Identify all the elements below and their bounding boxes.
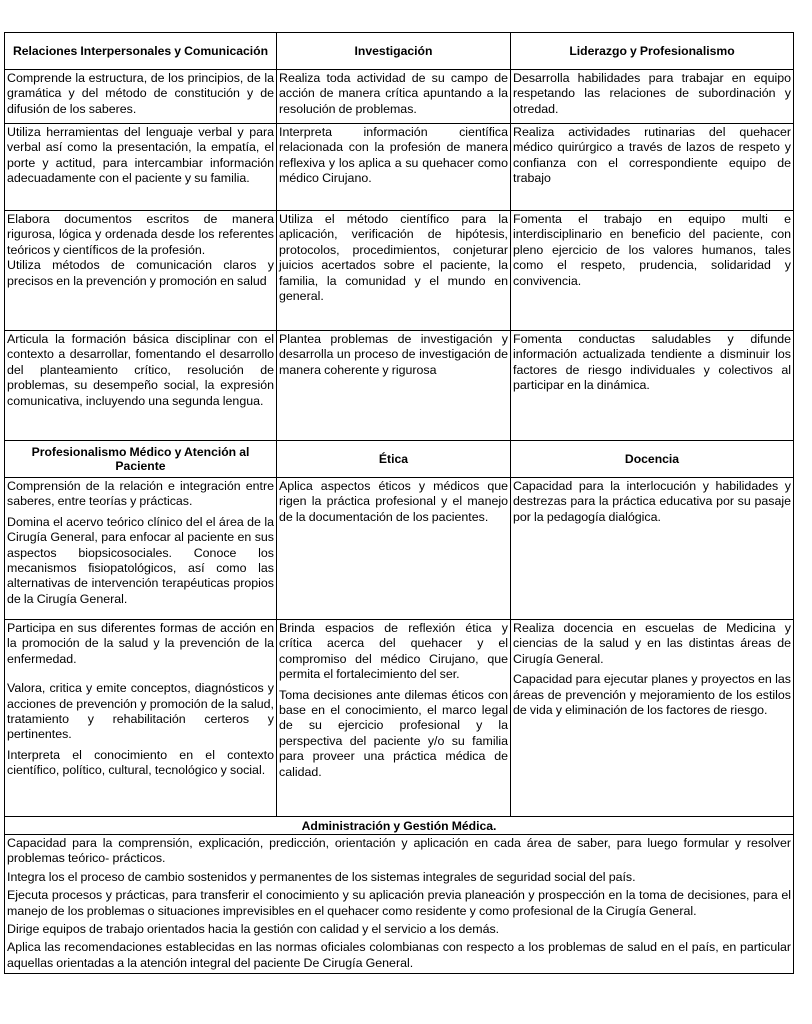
column-header-docencia: Docencia	[511, 441, 794, 478]
table-cell	[5, 331, 277, 441]
cell-text: Elabora documentos escritos de manera rigurosa, lógica y ordenada desde los referentes teóricos y científicos de la profesión.	[7, 212, 274, 257]
table-row	[5, 331, 794, 441]
table-row	[5, 620, 794, 817]
cell-text: Capacidad para ejecutar planes y proyectos en las áreas de prevención y mejoramiento de los estilos de vida y eliminación de los factores de riesgo.	[513, 672, 791, 718]
table-row	[5, 478, 794, 620]
table-row	[5, 70, 794, 124]
section-header-row	[5, 817, 794, 835]
cell-text: Interpreta información científica relacionada con la profesión de manera reflexiva y los aplica a su quehacer como médico Cirujano.	[279, 125, 508, 186]
table-cell	[511, 620, 794, 817]
table-cell	[511, 211, 794, 331]
table-cell	[511, 478, 794, 620]
table-cell	[277, 70, 511, 124]
admin-item: Aplica las recomendaciones establecidas en las normas oficiales colombianas con respecto a los problemas de salud en el país, en particular aquellas orientadas a la atención integral del paciente De Cirugía General.	[7, 940, 791, 970]
table-row	[5, 211, 794, 331]
cell-text: Fomenta el trabajo en equipo multi e interdisciplinario en beneficio del paciente, con pleno ejercicio de los valores humanos, tales como el respeto, prudencia, solidaridad y convivencia.	[513, 212, 791, 288]
admin-item: Integra los el proceso de cambio sostenidos y permanentes de los sistemas integrales de seguridad social del país.	[7, 869, 636, 884]
cell-text: Plantea problemas de investigación y desarrolla un proceso de investigación de manera coherente y rigurosa	[279, 332, 508, 377]
cell-text: Interpreta el conocimiento en el contexto científico, político, cultural, tecnológico y social.	[7, 747, 274, 778]
section-header-row	[5, 33, 794, 70]
cell-text: Utiliza herramientas del lenguaje verbal y para verbal así como la presentación, la empatía, el porte y actitud, para intercambiar información adecuadamente con el paciente y su familia.	[7, 125, 274, 186]
cell-text: Fomenta conductas saludables y difunde información actualizada tendiente a disminuir los factores de riesgo individuales y colectivos al participar en la dinámica.	[513, 332, 791, 393]
cell-text: Toma decisiones ante dilemas éticos con base en el conocimiento, el marco legal de su ejercicio profesional y la perspectiva del paciente y/o su familia para proveer una práctica médica de calidad.	[279, 687, 508, 779]
section-header-row	[5, 441, 794, 478]
table-cell	[5, 211, 277, 331]
cell-text: Comprensión de la relación e integración entre saberes, entre teorías y prácticas.	[7, 479, 274, 509]
admin-cell	[5, 835, 794, 974]
table-cell	[277, 620, 511, 817]
cell-text: Domina el acervo teórico clínico del el área de la Cirugía General, para enfocar al paciente en sus aspectos biopsicosociales. Conoce los mecanismos fisiopatológicos, así como las alternativas de intervención terapéuticas propios de la Cirugía General.	[7, 514, 274, 606]
column-header-relaciones: Relaciones Interpersonales y Comunicación	[5, 33, 277, 70]
admin-item: Ejecuta procesos y prácticas, para transferir el conocimiento y su aplicación previa planeación y prospección en la toma de decisiones, para el manejo de los problemas o situaciones imprevisibles en el quehacer como residente y como profesional de la Cirugía General.	[7, 888, 791, 918]
table-cell	[277, 211, 511, 331]
cell-text: Capacidad para la interlocución y habilidades y destrezas para la práctica educativa por su pasaje por la pedagogía dialógica.	[513, 479, 791, 524]
table-row	[5, 124, 794, 211]
cell-text: Realiza actividades rutinarias del quehacer médico quirúrgico a través de lazos de respeto y confianza con el correspondiente equipo de trabajo	[513, 125, 791, 186]
table-cell	[5, 478, 277, 620]
cell-text: Realiza toda actividad de su campo de acción de manera crítica apuntando a la resolución de problemas.	[279, 71, 508, 116]
cell-text: Desarrolla habilidades para trabajar en equipo respetando las relaciones de subordinación y otredad.	[513, 71, 791, 116]
cell-text: Realiza docencia en escuelas de Medicina y ciencias de la salud y en las distintas áreas de Cirugía General.	[513, 621, 791, 666]
cell-text: Participa en sus diferentes formas de acción en la promoción de la salud y la prevención de la enfermedad.	[7, 621, 274, 666]
admin-item: Capacidad para la comprensión, explicación, predicción, orientación y aplicación en cada área de saber, para luego formular y resolver problemas teórico- prácticos.	[7, 836, 791, 866]
admin-item: Dirige equipos de trabajo orientados hacia la gestión con calidad y el servicio a los demás.	[7, 922, 500, 937]
cell-text: Comprende la estructura, de los principios, de la gramática y del método de constitución y de difusión de los saberes.	[7, 71, 274, 116]
table-row	[5, 835, 794, 974]
table-cell	[511, 70, 794, 124]
cell-text: Utiliza el método científico para la aplicación, verificación de hipótesis, protocolos, procedimientos, conjeturar juicios acertados sobre el paciente, la familia, la comunidad y el mundo en general.	[279, 212, 508, 304]
cell-text: Valora, critica y emite conceptos, diagnósticos y acciones de prevención y promoción de la salud, tratamiento y rehabilitación certeros y pertinentes.	[7, 681, 274, 742]
table-cell	[5, 124, 277, 211]
table-cell	[277, 331, 511, 441]
cell-text: Articula la formación básica disciplinar con el contexto a desarrollar, fomentando el desarrollo del planteamiento crítico, resolución de problemas, su desempeño social, la expresión comunicativa, incluyendo una segunda lengua.	[7, 332, 274, 408]
table-cell	[277, 124, 511, 211]
table-cell	[511, 124, 794, 211]
table-cell	[5, 70, 277, 124]
cell-text: Utiliza métodos de comunicación claros y precisos en la prevención y promoción en salud	[7, 258, 274, 288]
table-cell	[5, 620, 277, 817]
cell-text: Aplica aspectos éticos y médicos que rigen la práctica profesional y el manejo de la documentación de los pacientes.	[279, 479, 508, 524]
admin-header: Administración y Gestión Médica.	[5, 817, 794, 835]
column-header-etica: Ética	[277, 441, 511, 478]
competencies-table	[4, 32, 794, 974]
column-header-investigacion: Investigación	[277, 33, 511, 70]
table-cell	[511, 331, 794, 441]
column-header-liderazgo: Liderazgo y Profesionalismo	[511, 33, 794, 70]
table-cell	[277, 478, 511, 620]
column-header-profesionalismo: Profesionalismo Médico y Atención al Paciente	[5, 441, 277, 478]
cell-text: Brinda espacios de reflexión ética y crítica acerca del quehacer y el compromiso del médico Cirujano, que permita el fortalecimiento del ser.	[279, 621, 508, 682]
